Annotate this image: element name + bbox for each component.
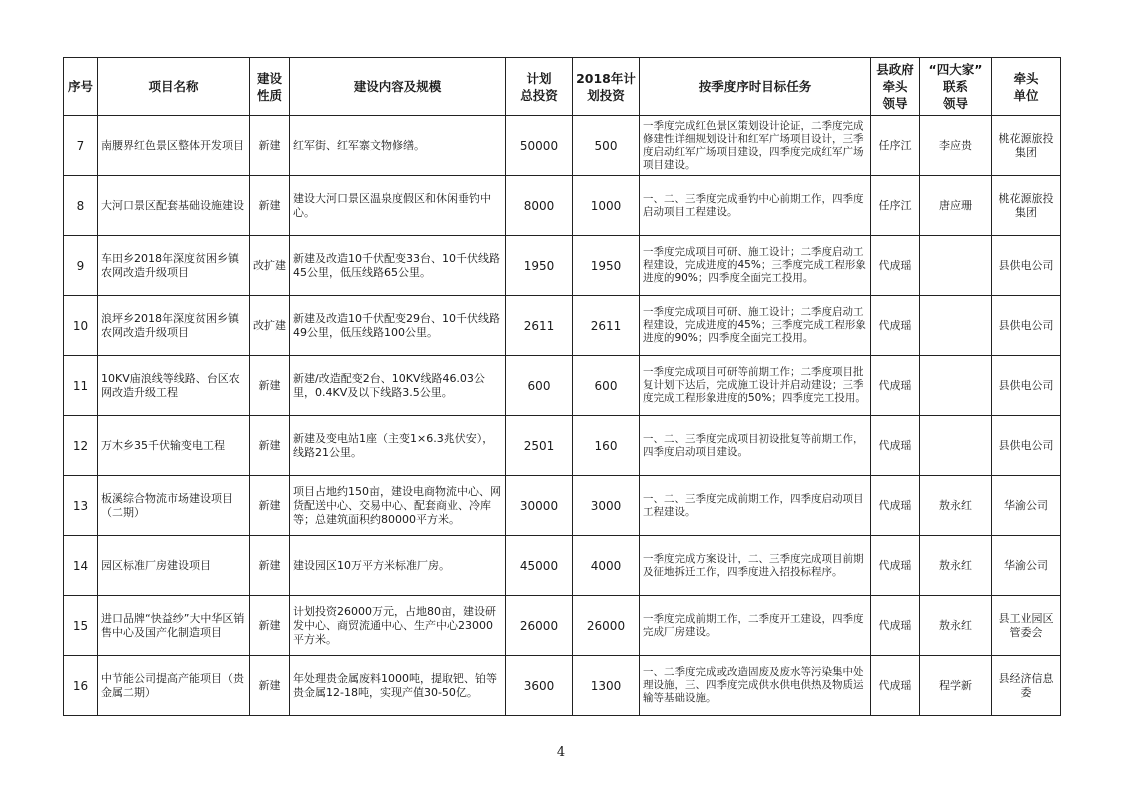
cell-content: 新建及改造10千伏配变33台、10千伏线路45公里，低压线路65公里。 — [290, 236, 506, 296]
cell-nature: 新建 — [250, 536, 290, 596]
header-four-leader: “四大家” 联系 领导 — [920, 58, 992, 116]
header-content: 建设内容及规模 — [290, 58, 506, 116]
header-nature: 建设 性质 — [250, 58, 290, 116]
table-row — [64, 296, 1061, 356]
cell-gov-leader: 代成瑶 — [871, 236, 920, 296]
cell-seq: 14 — [64, 536, 98, 596]
cell-content: 项目占地约150亩，建设电商物流中心、网货配送中心、交易中心、配套商业、冷库等；总建筑面积约80000平方米。 — [290, 476, 506, 536]
cell-seq: 9 — [64, 236, 98, 296]
table-row — [64, 116, 1061, 176]
header-2018-investment: 2018年计 划投资 — [573, 58, 640, 116]
cell-seq: 13 — [64, 476, 98, 536]
cell-project-name: 南腰界红色景区整体开发项目 — [98, 116, 250, 176]
cell-nature: 新建 — [250, 356, 290, 416]
cell-project-name: 板溪综合物流市场建设项目（二期） — [98, 476, 250, 536]
table-row — [64, 356, 1061, 416]
cell-seq: 7 — [64, 116, 98, 176]
cell-gov-leader: 代成瑶 — [871, 536, 920, 596]
cell-project-name: 10KV庙浪线等线路、台区农网改造升级工程 — [98, 356, 250, 416]
cell-gov-leader: 代成瑶 — [871, 356, 920, 416]
cell-nature: 新建 — [250, 656, 290, 716]
cell-nature: 改扩建 — [250, 296, 290, 356]
cell-content: 年处理贵金属废料1000吨，提取钯、铂等贵金属12-18吨，实现产值30-50亿。 — [290, 656, 506, 716]
cell-seq: 15 — [64, 596, 98, 656]
cell-quarterly-task: 一季度完成红色景区策划设计论证，二季度完成修建性详细规划设计和红军广场项目设计，三季度启动红军广场项目建设，四季度完成红军广场项目建设。 — [640, 116, 871, 176]
cell-quarterly-task: 一季度完成项目可研、施工设计；二季度启动工程建设，完成进度的45%；三季度完成工程形象进度的90%；四季度全面完工投用。 — [640, 296, 871, 356]
cell-quarterly-task: 一季度完成项目可研等前期工作；二季度项目批复计划下达后，完成施工设计并启动建设；三季度完成工程形象进度的50%；四季度完工投用。 — [640, 356, 871, 416]
cell-lead-unit: 县经济信息委 — [992, 656, 1061, 716]
cell-2018-investment: 600 — [573, 356, 640, 416]
header-quarterly-task: 按季度序时目标任务 — [640, 58, 871, 116]
cell-quarterly-task: 一季度完成方案设计，二、三季度完成项目前期及征地拆迁工作，四季度进入招投标程序。 — [640, 536, 871, 596]
cell-quarterly-task: 一、二、三季度完成垂钓中心前期工作，四季度启动项目工程建设。 — [640, 176, 871, 236]
cell-quarterly-task: 一、二、三季度完成项目初设批复等前期工作，四季度启动项目建设。 — [640, 416, 871, 476]
cell-four-leader — [920, 296, 992, 356]
table-row — [64, 476, 1061, 536]
cell-project-name: 大河口景区配套基础设施建设 — [98, 176, 250, 236]
cell-project-name: 车田乡2018年深度贫困乡镇农网改造升级项目 — [98, 236, 250, 296]
header-lead-unit: 牵头 单位 — [992, 58, 1061, 116]
cell-2018-investment: 1000 — [573, 176, 640, 236]
header-seq: 序号 — [64, 58, 98, 116]
cell-content: 新建/改造配变2台、10KV线路46.03公里，0.4KV及以下线路3.5公里。 — [290, 356, 506, 416]
cell-total-investment: 30000 — [506, 476, 573, 536]
cell-2018-investment: 500 — [573, 116, 640, 176]
cell-content: 红军街、红军寨文物修缮。 — [290, 116, 506, 176]
cell-gov-leader: 代成瑶 — [871, 416, 920, 476]
cell-lead-unit: 华渝公司 — [992, 536, 1061, 596]
cell-four-leader: 敖永红 — [920, 596, 992, 656]
cell-nature: 新建 — [250, 416, 290, 476]
cell-quarterly-task: 一季度完成项目可研、施工设计；二季度启动工程建设，完成进度的45%；三季度完成工程形象进度的90%；四季度全面完工投用。 — [640, 236, 871, 296]
cell-nature: 改扩建 — [250, 236, 290, 296]
cell-four-leader: 敖永红 — [920, 536, 992, 596]
header-gov-leader: 县政府 牵头 领导 — [871, 58, 920, 116]
cell-lead-unit: 桃花源旅投集团 — [992, 176, 1061, 236]
cell-four-leader — [920, 236, 992, 296]
table-row — [64, 176, 1061, 236]
cell-total-investment: 600 — [506, 356, 573, 416]
cell-2018-investment: 3000 — [573, 476, 640, 536]
cell-four-leader: 程学新 — [920, 656, 992, 716]
table-row — [64, 536, 1061, 596]
cell-content: 建设大河口景区温泉度假区和休闲垂钓中心。 — [290, 176, 506, 236]
cell-seq: 11 — [64, 356, 98, 416]
cell-gov-leader: 任序江 — [871, 176, 920, 236]
cell-lead-unit: 县供电公司 — [992, 416, 1061, 476]
cell-content: 新建及变电站1座（主变1×6.3兆伏安），线路21公里。 — [290, 416, 506, 476]
cell-four-leader: 李应贵 — [920, 116, 992, 176]
cell-2018-investment: 1950 — [573, 236, 640, 296]
cell-quarterly-task: 一、二、三季度完成前期工作，四季度启动项目工程建设。 — [640, 476, 871, 536]
cell-total-investment: 1950 — [506, 236, 573, 296]
cell-content: 建设园区10万平方米标准厂房。 — [290, 536, 506, 596]
cell-2018-investment: 1300 — [573, 656, 640, 716]
cell-total-investment: 50000 — [506, 116, 573, 176]
cell-2018-investment: 26000 — [573, 596, 640, 656]
cell-total-investment: 8000 — [506, 176, 573, 236]
table-row — [64, 596, 1061, 656]
cell-lead-unit: 桃花源旅投集团 — [992, 116, 1061, 176]
cell-project-name: 园区标准厂房建设项目 — [98, 536, 250, 596]
cell-total-investment: 3600 — [506, 656, 573, 716]
cell-seq: 16 — [64, 656, 98, 716]
cell-2018-investment: 160 — [573, 416, 640, 476]
cell-gov-leader: 代成瑶 — [871, 596, 920, 656]
cell-lead-unit: 县工业园区管委会 — [992, 596, 1061, 656]
cell-four-leader: 唐应珊 — [920, 176, 992, 236]
cell-nature: 新建 — [250, 476, 290, 536]
table-row — [64, 236, 1061, 296]
header-row — [64, 58, 1061, 116]
page-number: 4 — [556, 745, 566, 760]
table-row — [64, 656, 1061, 716]
cell-gov-leader: 代成瑶 — [871, 656, 920, 716]
cell-nature: 新建 — [250, 176, 290, 236]
cell-project-name: 中节能公司提高产能项目（贵金属二期） — [98, 656, 250, 716]
cell-four-leader — [920, 416, 992, 476]
cell-total-investment: 2611 — [506, 296, 573, 356]
cell-four-leader: 敖永红 — [920, 476, 992, 536]
cell-seq: 8 — [64, 176, 98, 236]
cell-project-name: 进口品牌“快益纱”大中华区销售中心及国产化制造项目 — [98, 596, 250, 656]
project-table — [63, 57, 1061, 716]
cell-four-leader — [920, 356, 992, 416]
cell-total-investment: 45000 — [506, 536, 573, 596]
cell-lead-unit: 县供电公司 — [992, 356, 1061, 416]
cell-lead-unit: 华渝公司 — [992, 476, 1061, 536]
cell-content: 计划投资26000万元，占地80亩，建设研发中心、商贸流通中心、生产中心23000平方米。 — [290, 596, 506, 656]
cell-content: 新建及改造10千伏配变29台、10千伏线路49公里，低压线路100公里。 — [290, 296, 506, 356]
cell-2018-investment: 4000 — [573, 536, 640, 596]
cell-seq: 10 — [64, 296, 98, 356]
cell-seq: 12 — [64, 416, 98, 476]
cell-quarterly-task: 一季度完成前期工作，二季度开工建设，四季度完成厂房建设。 — [640, 596, 871, 656]
cell-nature: 新建 — [250, 596, 290, 656]
cell-nature: 新建 — [250, 116, 290, 176]
cell-lead-unit: 县供电公司 — [992, 236, 1061, 296]
cell-project-name: 浪坪乡2018年深度贫困乡镇农网改造升级项目 — [98, 296, 250, 356]
cell-2018-investment: 2611 — [573, 296, 640, 356]
cell-quarterly-task: 一、二季度完成或改造固废及废水等污染集中处理设施，三、四季度完成供水供电供热及物质运输等基础设施。 — [640, 656, 871, 716]
cell-total-investment: 2501 — [506, 416, 573, 476]
cell-gov-leader: 任序江 — [871, 116, 920, 176]
cell-project-name: 万木乡35千伏输变电工程 — [98, 416, 250, 476]
header-total-investment: 计划 总投资 — [506, 58, 573, 116]
cell-gov-leader: 代成瑶 — [871, 476, 920, 536]
cell-lead-unit: 县供电公司 — [992, 296, 1061, 356]
header-name: 项目名称 — [98, 58, 250, 116]
cell-gov-leader: 代成瑶 — [871, 296, 920, 356]
table-row — [64, 416, 1061, 476]
cell-total-investment: 26000 — [506, 596, 573, 656]
